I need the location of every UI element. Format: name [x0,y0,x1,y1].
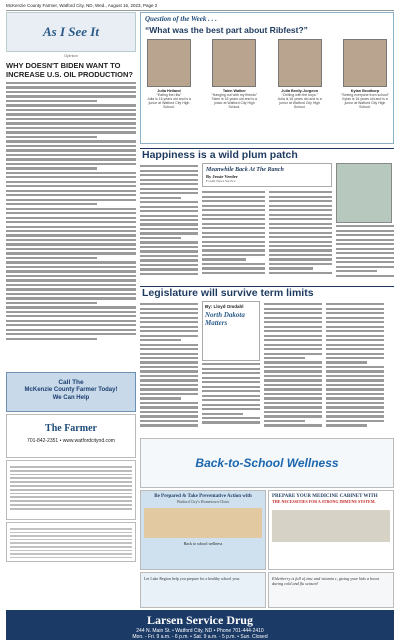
staff-box [6,460,136,520]
respondent-name: Talen Walker [222,89,246,93]
farmer-ad[interactable] [6,414,136,458]
legislature-col-1 [140,301,198,429]
left-article-body [6,82,136,340]
respondent-photo [147,39,191,87]
medicine-ad-photo [272,510,390,542]
legislature-headline: Legislature will survive term limits [140,286,394,299]
happiness-col-1 [140,163,198,279]
happiness-article [140,148,394,283]
legislature-col-3 [264,301,322,429]
farmer-ad-phone: 701-842-2351 • www.watfordcitynd.com [27,438,115,444]
respondent-photo [278,39,322,87]
clinic-ad-title: Be Prepared & Take Preventative Action with [154,494,252,499]
call-box-line3: We Can Help [52,395,90,401]
respondent-detail: Kylan is 16 years old and is a junior at Watford City High School. [342,97,388,109]
clinic-ad[interactable] [140,490,266,570]
respondent [276,39,324,109]
respondent-detail: Julia is 16 years old and is a junior at Watford City High School. [147,97,191,109]
back-to-school-title: Back-to-School Wellness [195,456,339,470]
north-dakota-matters-logo: North Dakota Matters [205,311,245,327]
respondent-photo [212,39,256,87]
respondent-photo [343,39,387,87]
opinion-logo [6,12,136,52]
qow-respondents [141,35,393,109]
respondent-answer: “Eating the ribs” [156,93,182,97]
meanwhile-title: Meanwhile Back At The Ranch [206,167,284,173]
qow-question: “What was the best part about Ribfest?” [145,25,308,35]
larsen-name: Larsen Service Drug [147,613,253,627]
postage-box [6,522,136,562]
respondent [210,39,258,109]
opinion-logo-text: As I See It [43,24,99,39]
respondent-answer: “Seeing everyone from school” [341,93,389,97]
respondent-name: Julia Brolly-Jorgeon [281,89,319,93]
happiness-headline: Happiness is a wild plum patch [140,148,394,161]
meanwhile-column-box [202,163,332,187]
call-box-line1: Call The [58,379,84,386]
clinic-ad-footer: Back to school wellness [183,541,223,546]
clinic-ad-photo [144,508,262,538]
elderberry-ad[interactable]: Elderberry is full of zinc and vitamin c, giving your kids a boost during cold and flu season! [268,572,394,608]
left-headline: WHY DOESN'T BIDEN WANT TO INCREASE U.S. OIL PRODUCTION? [6,61,133,79]
larsen-address: 244 N. Main St. • Watford City, ND • Phone 701-444-2410 [136,628,264,634]
legislature-byline: By: Lloyd Omdahl [205,304,244,309]
happiness-col-4 [336,163,394,279]
opinion-label: Opinion [64,53,78,58]
respondent [145,39,193,109]
larsen-hours: Mon. - Fri. 9 a.m. - 6 p.m. • Sat. 9 a.m. - 5 p.m. • Sun. Closed [132,634,268,640]
call-box-ad[interactable] [6,372,136,412]
respondent-answer: “Chilling with the boys.” [281,93,318,97]
masthead-left: McKenzie County Farmer, Watford City, ND, Wed., August 16, 2023, Page 2 [6,3,158,8]
masthead [6,3,394,11]
medicine-ad-title: PREPARE YOUR MEDICINE CABINET WITH [272,494,378,499]
larsen-drug-ad[interactable] [6,610,394,640]
qow-header: Question of the Week . . . [145,15,217,23]
legislature-col-4 [326,301,384,429]
meanwhile-sub: Forum News Service [206,179,236,183]
happiness-photo [336,163,392,223]
respondent-detail: Julia is 16 years old and is a junior at Watford City High School. [277,97,322,109]
legislature-col-2 [202,301,260,429]
respondent-detail: Talen is 16 years old and is a junior at Watford City High School. [211,97,257,109]
back-to-school-ad[interactable] [140,438,394,488]
respondent-name: Kylan Brodkorp [350,89,380,93]
clinic-ad-body: Watford City's Hometown Clinic [176,499,230,504]
legislature-article [140,286,394,436]
north-dakota-matters-box [202,301,260,361]
farmer-ad-title: The Farmer [45,423,97,434]
medicine-cabinet-ad[interactable] [268,490,394,570]
respondent-answer: “Hanging out with my friends” [211,93,258,97]
lake-region-ad[interactable]: Let Lake Region help you prepare for a healthy school year. [140,572,266,608]
question-of-the-week [140,12,394,144]
respondent [341,39,389,109]
call-box-line2: McKenzie County Farmer Today! [24,387,118,393]
medicine-ad-sub: THE NECESSITIES FOR A STRONG IMMUNE SYSTEM. [272,499,376,504]
meanwhile-byline: By Jessie Veeder [206,174,238,179]
respondent-name: Julia Heiland [157,89,181,93]
